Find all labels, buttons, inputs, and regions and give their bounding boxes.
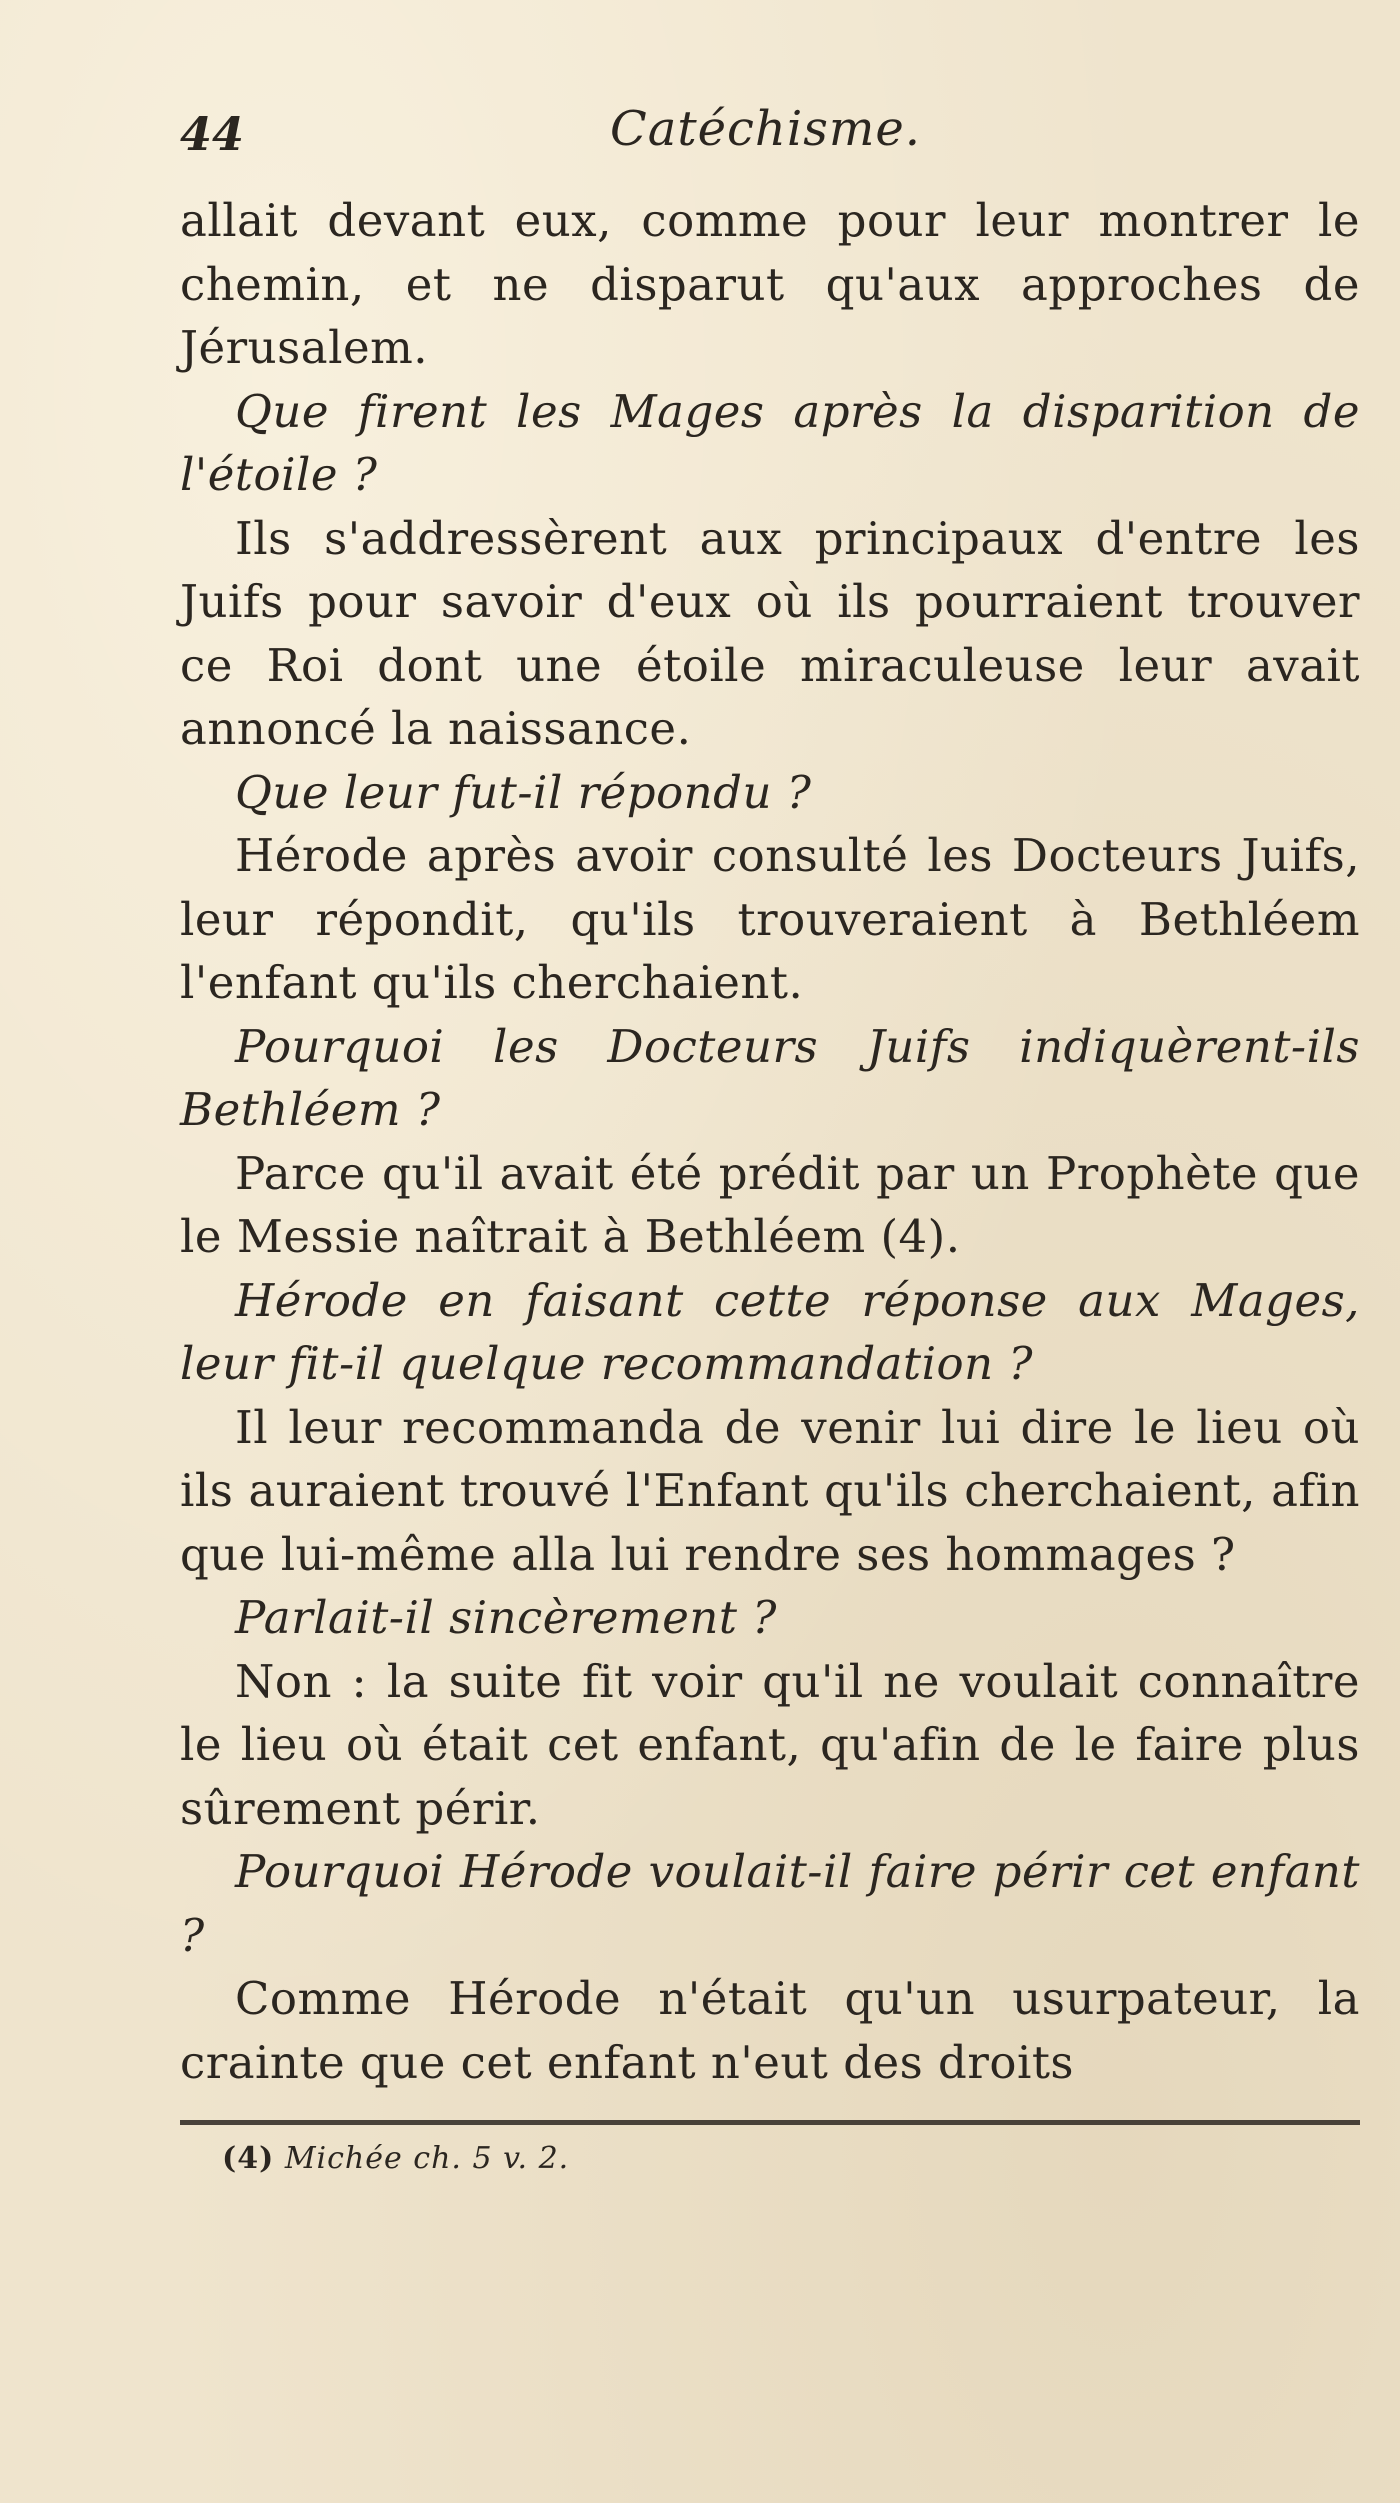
footnote-mark: (4) [222, 2141, 275, 2176]
answer-paragraph: Non : la suite fit voir qu'il ne voulait connaître le lieu où était cet enfant, qu'afin de le faire plus sûrement périr. [180, 1654, 1360, 1835]
book-page [180, 95, 1360, 2455]
question-paragraph: Que firent les Mages après la disparition de l'étoile ? [180, 384, 1360, 501]
page-header [180, 95, 1360, 175]
answer-paragraph: Il leur recommanda de venir lui dire le lieu où ils auraient trouvé l'Enfant qu'ils cherchaient, afin que lui-même alla lui rendre ses hommages ? [180, 1400, 1360, 1581]
question-paragraph: Pourquoi Hérode voulait-il faire périr cet enfant ? [180, 1845, 1360, 1962]
page-number: 44 [180, 107, 245, 161]
question-paragraph: Parlait-il sincèrement ? [235, 1591, 777, 1644]
catechism-text [180, 189, 1360, 2094]
answer-paragraph: Hérode après avoir consulté les Docteurs Juifs, leur répondit, qu'ils trouveraient à Bethléem l'enfant qu'ils cherchaient. [180, 829, 1360, 1009]
footnote-rule [180, 2120, 1360, 2125]
question-paragraph: Pourquoi les Docteurs Juifs indiquèrent-ils Bethléem ? [180, 1019, 1360, 1136]
footnote-text: Michée ch. 5 v. 2. [284, 2141, 570, 2176]
running-title: Catéchisme. [610, 101, 921, 157]
question-paragraph: Hérode en faisant cette réponse aux Mages, leur fit-il quelque recommandation ? [180, 1273, 1360, 1390]
answer-paragraph: Parce qu'il avait été prédit par un Prophète que le Messie naîtrait à Bethléem (4). [180, 1146, 1360, 1263]
answer-paragraph: Ils s'addressèrent aux principaux d'entre les Juifs pour savoir d'eux où ils pourraient trouver ce Roi dont une étoile miraculeuse leur avait annoncé la naissance. [180, 511, 1360, 755]
footnote [180, 2141, 1360, 2176]
answer-paragraph: Comme Hérode n'était qu'un usurpateur, la crainte que cet enfant n'eut des droits [180, 1972, 1360, 2089]
question-paragraph: Que leur fut-il répondu ? [235, 765, 812, 819]
text-continuation: allait devant eux, comme pour leur montrer le chemin, et ne disparut qu'aux approches de Jérusalem. [180, 194, 1360, 374]
